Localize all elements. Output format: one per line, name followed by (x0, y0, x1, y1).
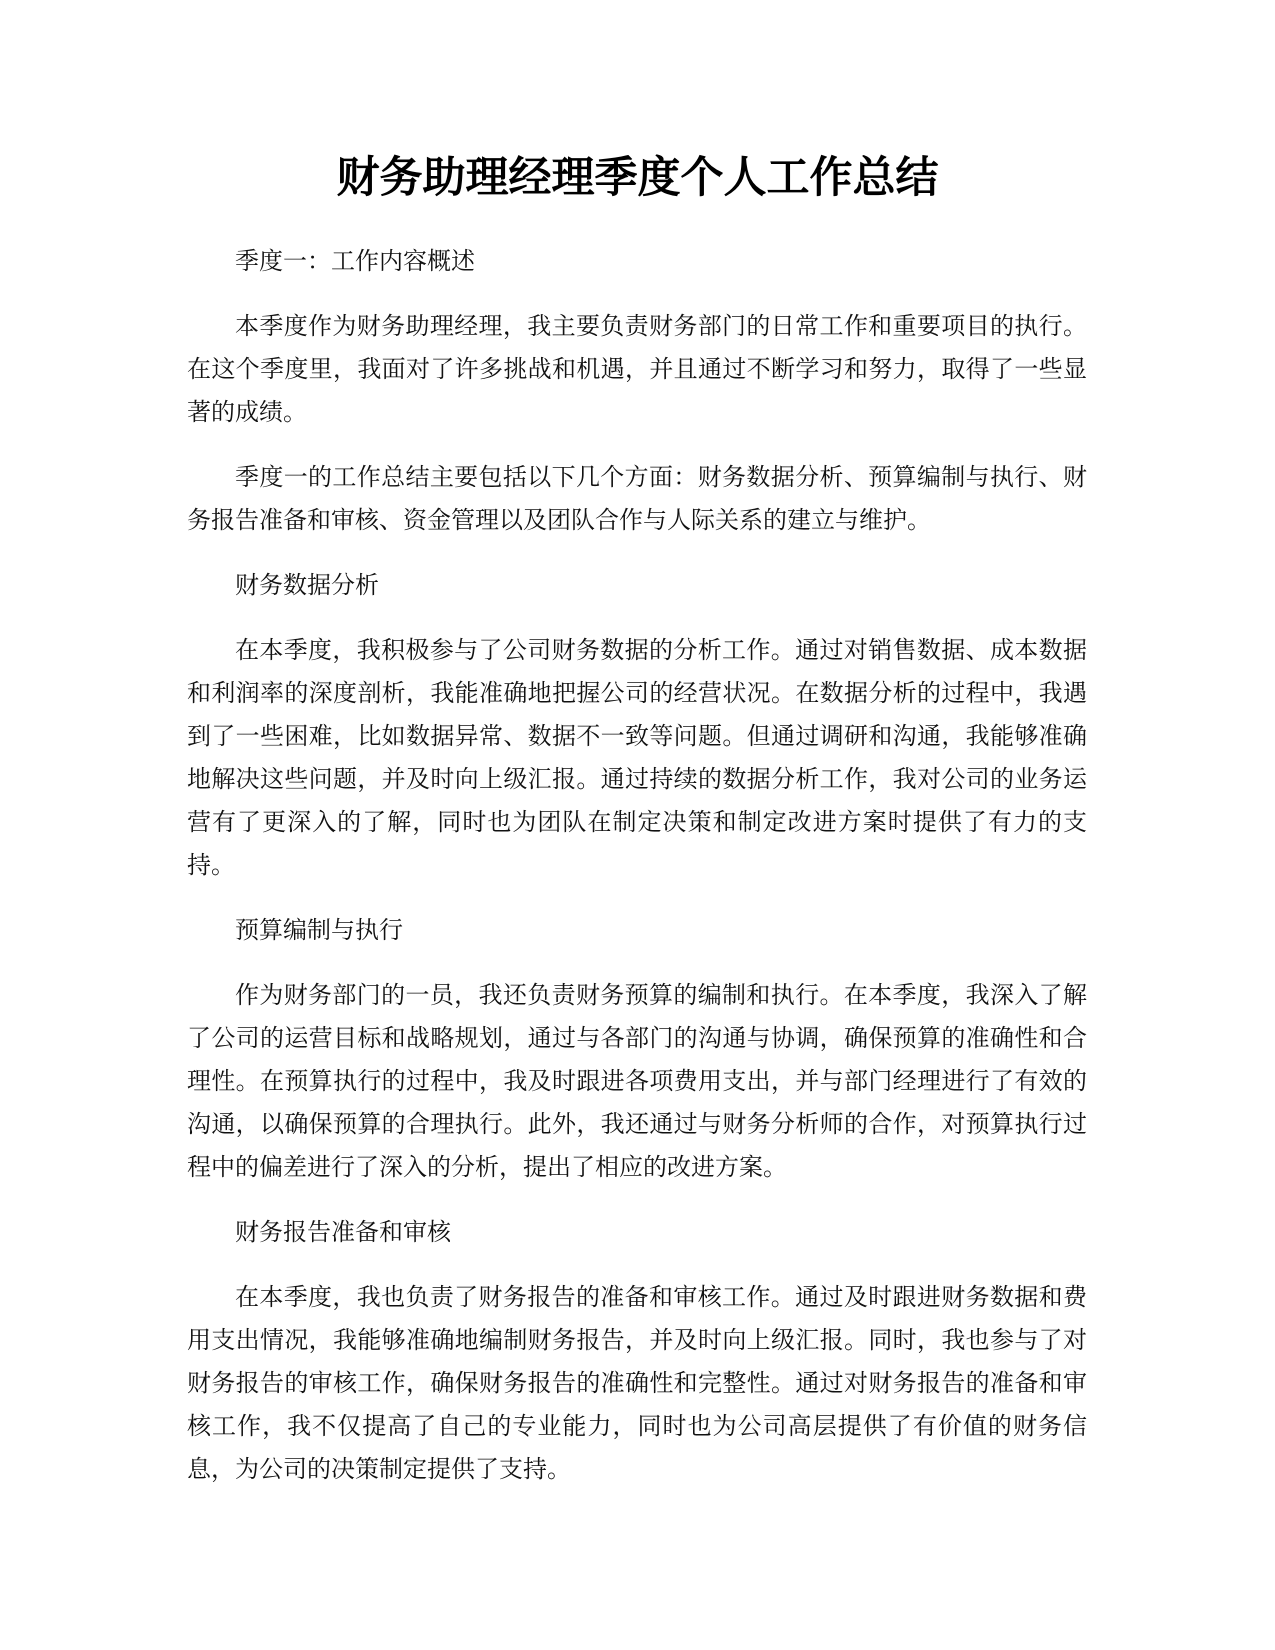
section-heading: 预算编制与执行 (235, 916, 403, 944)
paragraph: 季度一的工作总结主要包括以下几个方面：财务数据分析、预算编制与执行、财务报告准备和审核、资金管理以及团队合作与人际关系的建立与维护。 (187, 463, 1087, 534)
paragraph: 在本季度，我也负责了财务报告的准备和审核工作。通过及时跟进财务数据和费用支出情况，我能够准确地编制财务报告，并及时向上级汇报。同时，我也参与了对财务报告的审核工作，确保财务报告的准确性和完整性。通过对财务报告的准备和审核工作，我不仅提高了自己的专业能力，同时也为公司高层提供了有价值的财务信息，为公司的决策制定提供了支持。 (187, 1283, 1087, 1483)
paragraph: 本季度作为财务助理经理，我主要负责财务部门的日常工作和重要项目的执行。在这个季度里，我面对了许多挑战和机遇，并且通过不断学习和努力，取得了一些显著的成绩。 (187, 312, 1087, 426)
section-heading: 季度一：工作内容概述 (235, 247, 475, 275)
section-heading: 财务数据分析 (235, 571, 379, 599)
section-heading: 财务报告准备和审核 (235, 1218, 451, 1246)
document-title: 财务助理经理季度个人工作总结 (336, 153, 939, 203)
paragraph: 在本季度，我积极参与了公司财务数据的分析工作。通过对销售数据、成本数据和利润率的深度剖析，我能准确地把握公司的经营状况。在数据分析的过程中，我遇到了一些困难，比如数据异常、数据不一致等问题。但通过调研和沟通，我能够准确地解决这些问题，并及时向上级汇报。通过持续的数据分析工作，我对公司的业务运营有了更深入的了解，同时也为团队在制定决策和制定改进方案时提供了有力的支持。 (187, 636, 1087, 879)
document-body (187, 240, 1087, 1513)
paragraph: 作为财务部门的一员，我还负责财务预算的编制和执行。在本季度，我深入了解了公司的运营目标和战略规划，通过与各部门的沟通与协调，确保预算的准确性和合理性。在预算执行的过程中，我及时跟进各项费用支出，并与部门经理进行了有效的沟通，以确保预算的合理执行。此外，我还通过与财务分析师的合作，对预算执行过程中的偏差进行了深入的分析，提出了相应的改进方案。 (187, 981, 1087, 1181)
